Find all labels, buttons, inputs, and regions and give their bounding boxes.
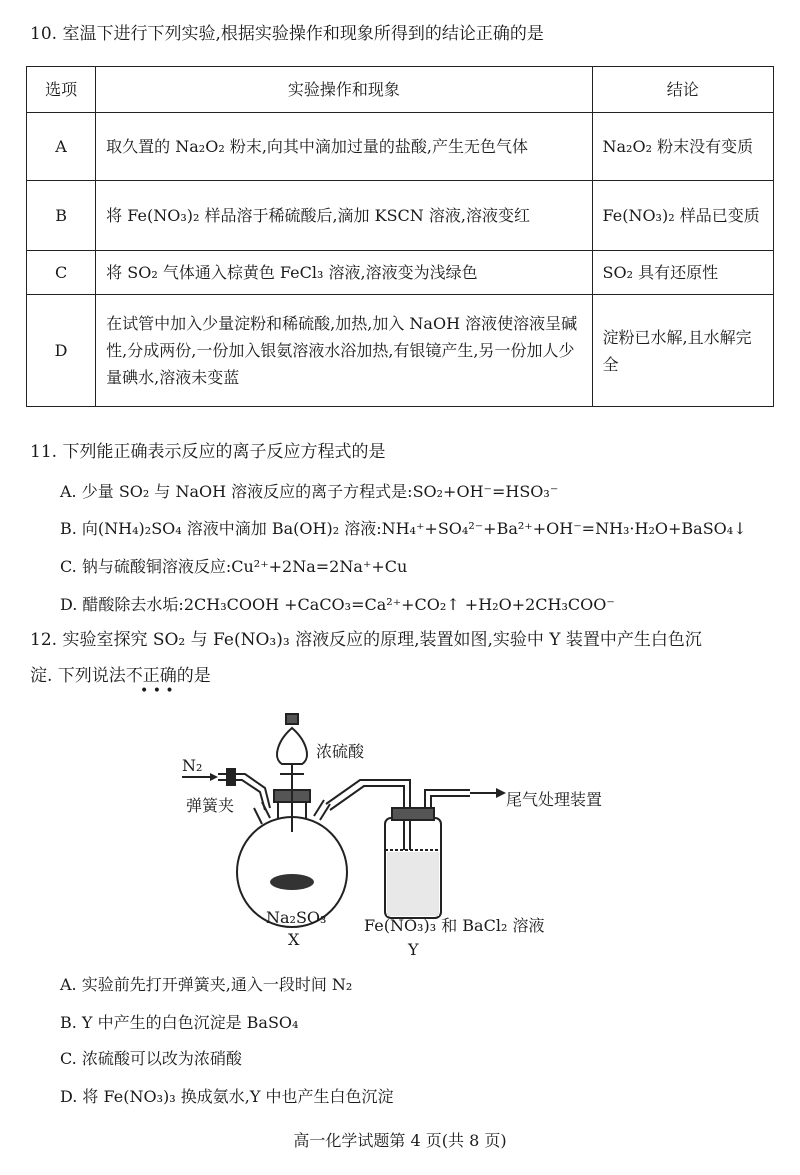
y-reagent-label: Fe(NO₃)₃ 和 BaCl₂ 溶液: [364, 916, 545, 935]
apparatus-diagram: [170, 700, 630, 950]
tail-arrowhead: [496, 788, 506, 798]
q11-option-b: B. 向(NH₄)₂SO₄ 溶液中滴加 Ba(OH)₂ 溶液:NH₄⁺+SO₄²⁻+Ba²⁺+OH⁻=NH₃·H₂O+BaSO₄↓: [60, 519, 747, 538]
q12-option-a: A. 实验前先打开弹簧夹,通入一段时间 N₂: [60, 975, 353, 994]
q12-stem-line2: 淀. 下列说法不正确的是: [30, 666, 211, 686]
row-operation: 将 SO₂ 气体通入棕黄色 FeCl₃ 溶液,溶液变为浅绿色: [96, 251, 592, 295]
solution-y: [387, 852, 439, 916]
clip-label: 弹簧夹: [186, 796, 235, 815]
acid-label: 浓硫酸: [316, 742, 365, 761]
row-option: C: [27, 251, 96, 295]
q12-stem-line1: 12. 实验室探究 SO₂ 与 Fe(NO₃)₃ 溶液反应的原理,装置如图,实验中 Y 装置中产生白色沉: [30, 630, 702, 650]
y-label: Y: [408, 940, 419, 959]
x-reagent-label: Na₂SO₃: [266, 908, 327, 927]
table-row: [27, 113, 774, 181]
q11-option-c: C. 钠与硫酸铜溶液反应:Cu²⁺+2Na=2Na⁺+Cu: [60, 557, 408, 576]
row-operation: 在试管中加入少量淀粉和稀硫酸,加热,加入 NaOH 溶液使溶液呈碱性,分成两份,一份加入银氨溶液水浴加热,有银镜产生,另一份加人少量碘水,溶液未变蓝: [96, 295, 592, 407]
row-option: B: [27, 181, 96, 251]
q11-option-d: D. 醋酸除去水垢:2CH₃COOH +CaCO₃=Ca²⁺+CO₂↑ +H₂O+2CH₃COO⁻: [60, 595, 615, 614]
row-operation: 取久置的 Na₂O₂ 粉末,向其中滴加过量的盐酸,产生无色气体: [96, 113, 592, 181]
row-conclusion: Fe(NO₃)₂ 样品已变质: [592, 181, 774, 251]
q12-option-c: C. 浓硫酸可以改为浓硝酸: [60, 1049, 242, 1068]
table-row: [27, 181, 774, 251]
header-operation: 实验操作和现象: [96, 67, 592, 113]
solid-na2so3: [270, 874, 314, 890]
row-conclusion: SO₂ 具有还原性: [592, 251, 774, 295]
spring-clip: [226, 768, 236, 786]
q11-stem: 11. 下列能正确表示反应的离子反应方程式的是: [30, 442, 386, 462]
table-header-row: [27, 67, 774, 113]
table-row: [27, 251, 774, 295]
row-conclusion: Na₂O₂ 粉末没有变质: [592, 113, 774, 181]
q10-table: [26, 66, 774, 407]
header-option: 选项: [27, 67, 96, 113]
row-conclusion: 淀粉已水解,且水解完全: [592, 295, 774, 407]
table-row: [27, 295, 774, 407]
q11-option-a: A. 少量 SO₂ 与 NaOH 溶液反应的离子方程式是:SO₂+OH⁻=HSO₃⁻: [60, 482, 559, 501]
q12-option-b: B. Y 中产生的白色沉淀是 BaSO₄: [60, 1013, 299, 1032]
n2-arrowhead: [210, 773, 218, 781]
q10-stem: 10. 室温下进行下列实验,根据实验操作和现象所得到的结论正确的是: [30, 24, 544, 44]
row-option: A: [27, 113, 96, 181]
q12-option-d: D. 将 Fe(NO₃)₃ 换成氨水,Y 中也产生白色沉淀: [60, 1087, 394, 1106]
page-footer: 高一化学试题第 4 页(共 8 页): [293, 1131, 507, 1150]
row-operation: 将 Fe(NO₃)₂ 样品溶于稀硫酸后,滴加 KSCN 溶液,溶液变红: [96, 181, 592, 251]
row-option: D: [27, 295, 96, 407]
x-label: X: [288, 930, 300, 949]
n2-label: N₂: [182, 756, 203, 775]
header-conclusion: 结论: [592, 67, 774, 113]
dropping-funnel: [277, 728, 307, 764]
emphasis-dots: • • •: [140, 683, 174, 699]
tail-gas-label: 尾气处理装置: [506, 790, 603, 809]
